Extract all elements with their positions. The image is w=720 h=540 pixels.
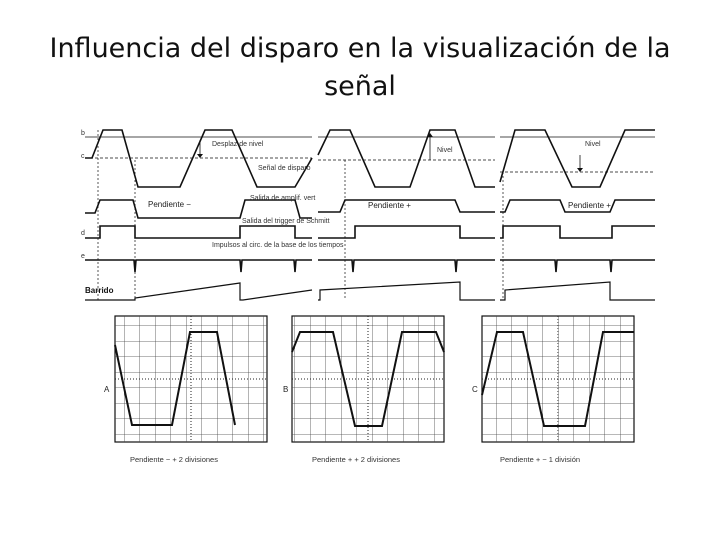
slide-title: Influencia del disparo en la visualización de la señal bbox=[49, 33, 671, 102]
label-salida-ampl: Salida de amplif. vert bbox=[250, 195, 316, 202]
panel-2-timing bbox=[318, 130, 495, 300]
label-pendiente-3: Pendiente + bbox=[568, 201, 611, 210]
p1-amp-trace bbox=[85, 200, 312, 218]
p3-signal-trace bbox=[500, 130, 655, 187]
trace-letter-e: e bbox=[81, 253, 85, 260]
p3-schmitt-trace bbox=[500, 226, 655, 238]
label-barrido: Barrido bbox=[85, 286, 114, 295]
label-pendiente-2: Pendiente + bbox=[368, 201, 411, 210]
panel-1-timing bbox=[85, 130, 312, 300]
trace-letter-c: c bbox=[81, 153, 85, 160]
p2-sweep-trace bbox=[318, 282, 495, 300]
scope-letter-a: A bbox=[104, 385, 110, 394]
label-pendiente-1: Pendiente − bbox=[148, 200, 191, 209]
label-impulsos: Impulsos al circ. de la base de los tiempos bbox=[212, 242, 344, 249]
scope-caption-a: Pendiente − + 2 divisiones bbox=[130, 455, 218, 464]
p2-pulse-trace bbox=[318, 260, 495, 272]
p3-pulse-trace bbox=[500, 260, 655, 272]
label-desplaz: Desplaz de nivel bbox=[212, 141, 264, 148]
p1-schmitt-trace bbox=[85, 226, 312, 238]
scope-letter-c: C bbox=[472, 385, 478, 394]
scope-screen-a bbox=[104, 316, 267, 464]
label-nivel-3: Nivel bbox=[585, 141, 601, 148]
trace-letter-d: d bbox=[81, 230, 85, 237]
scope-screen-b bbox=[283, 316, 444, 464]
scope-caption-c: Pendiente + − 1 división bbox=[500, 455, 581, 464]
label-senal-disparo: Señal de disparo bbox=[258, 165, 311, 172]
scope-letter-b: B bbox=[283, 385, 289, 394]
p1-pulse-trace bbox=[85, 260, 312, 272]
label-salida-trigger: Salida del trigger de Schmitt bbox=[242, 218, 330, 225]
label-nivel-2: Nivel bbox=[437, 147, 453, 154]
p1-sweep-trace bbox=[85, 283, 312, 300]
scope-caption-b: Pendiente + + 2 divisiones bbox=[312, 455, 400, 464]
panel-3-timing bbox=[500, 130, 655, 300]
trace-letter-b: b bbox=[81, 130, 85, 137]
p1-signal-trace bbox=[85, 130, 312, 187]
trace-letters bbox=[81, 130, 85, 260]
p2-schmitt-trace bbox=[318, 226, 495, 238]
p2-signal-trace bbox=[318, 130, 495, 187]
scope-screen-c bbox=[472, 316, 634, 464]
p3-sweep-trace bbox=[500, 282, 655, 300]
